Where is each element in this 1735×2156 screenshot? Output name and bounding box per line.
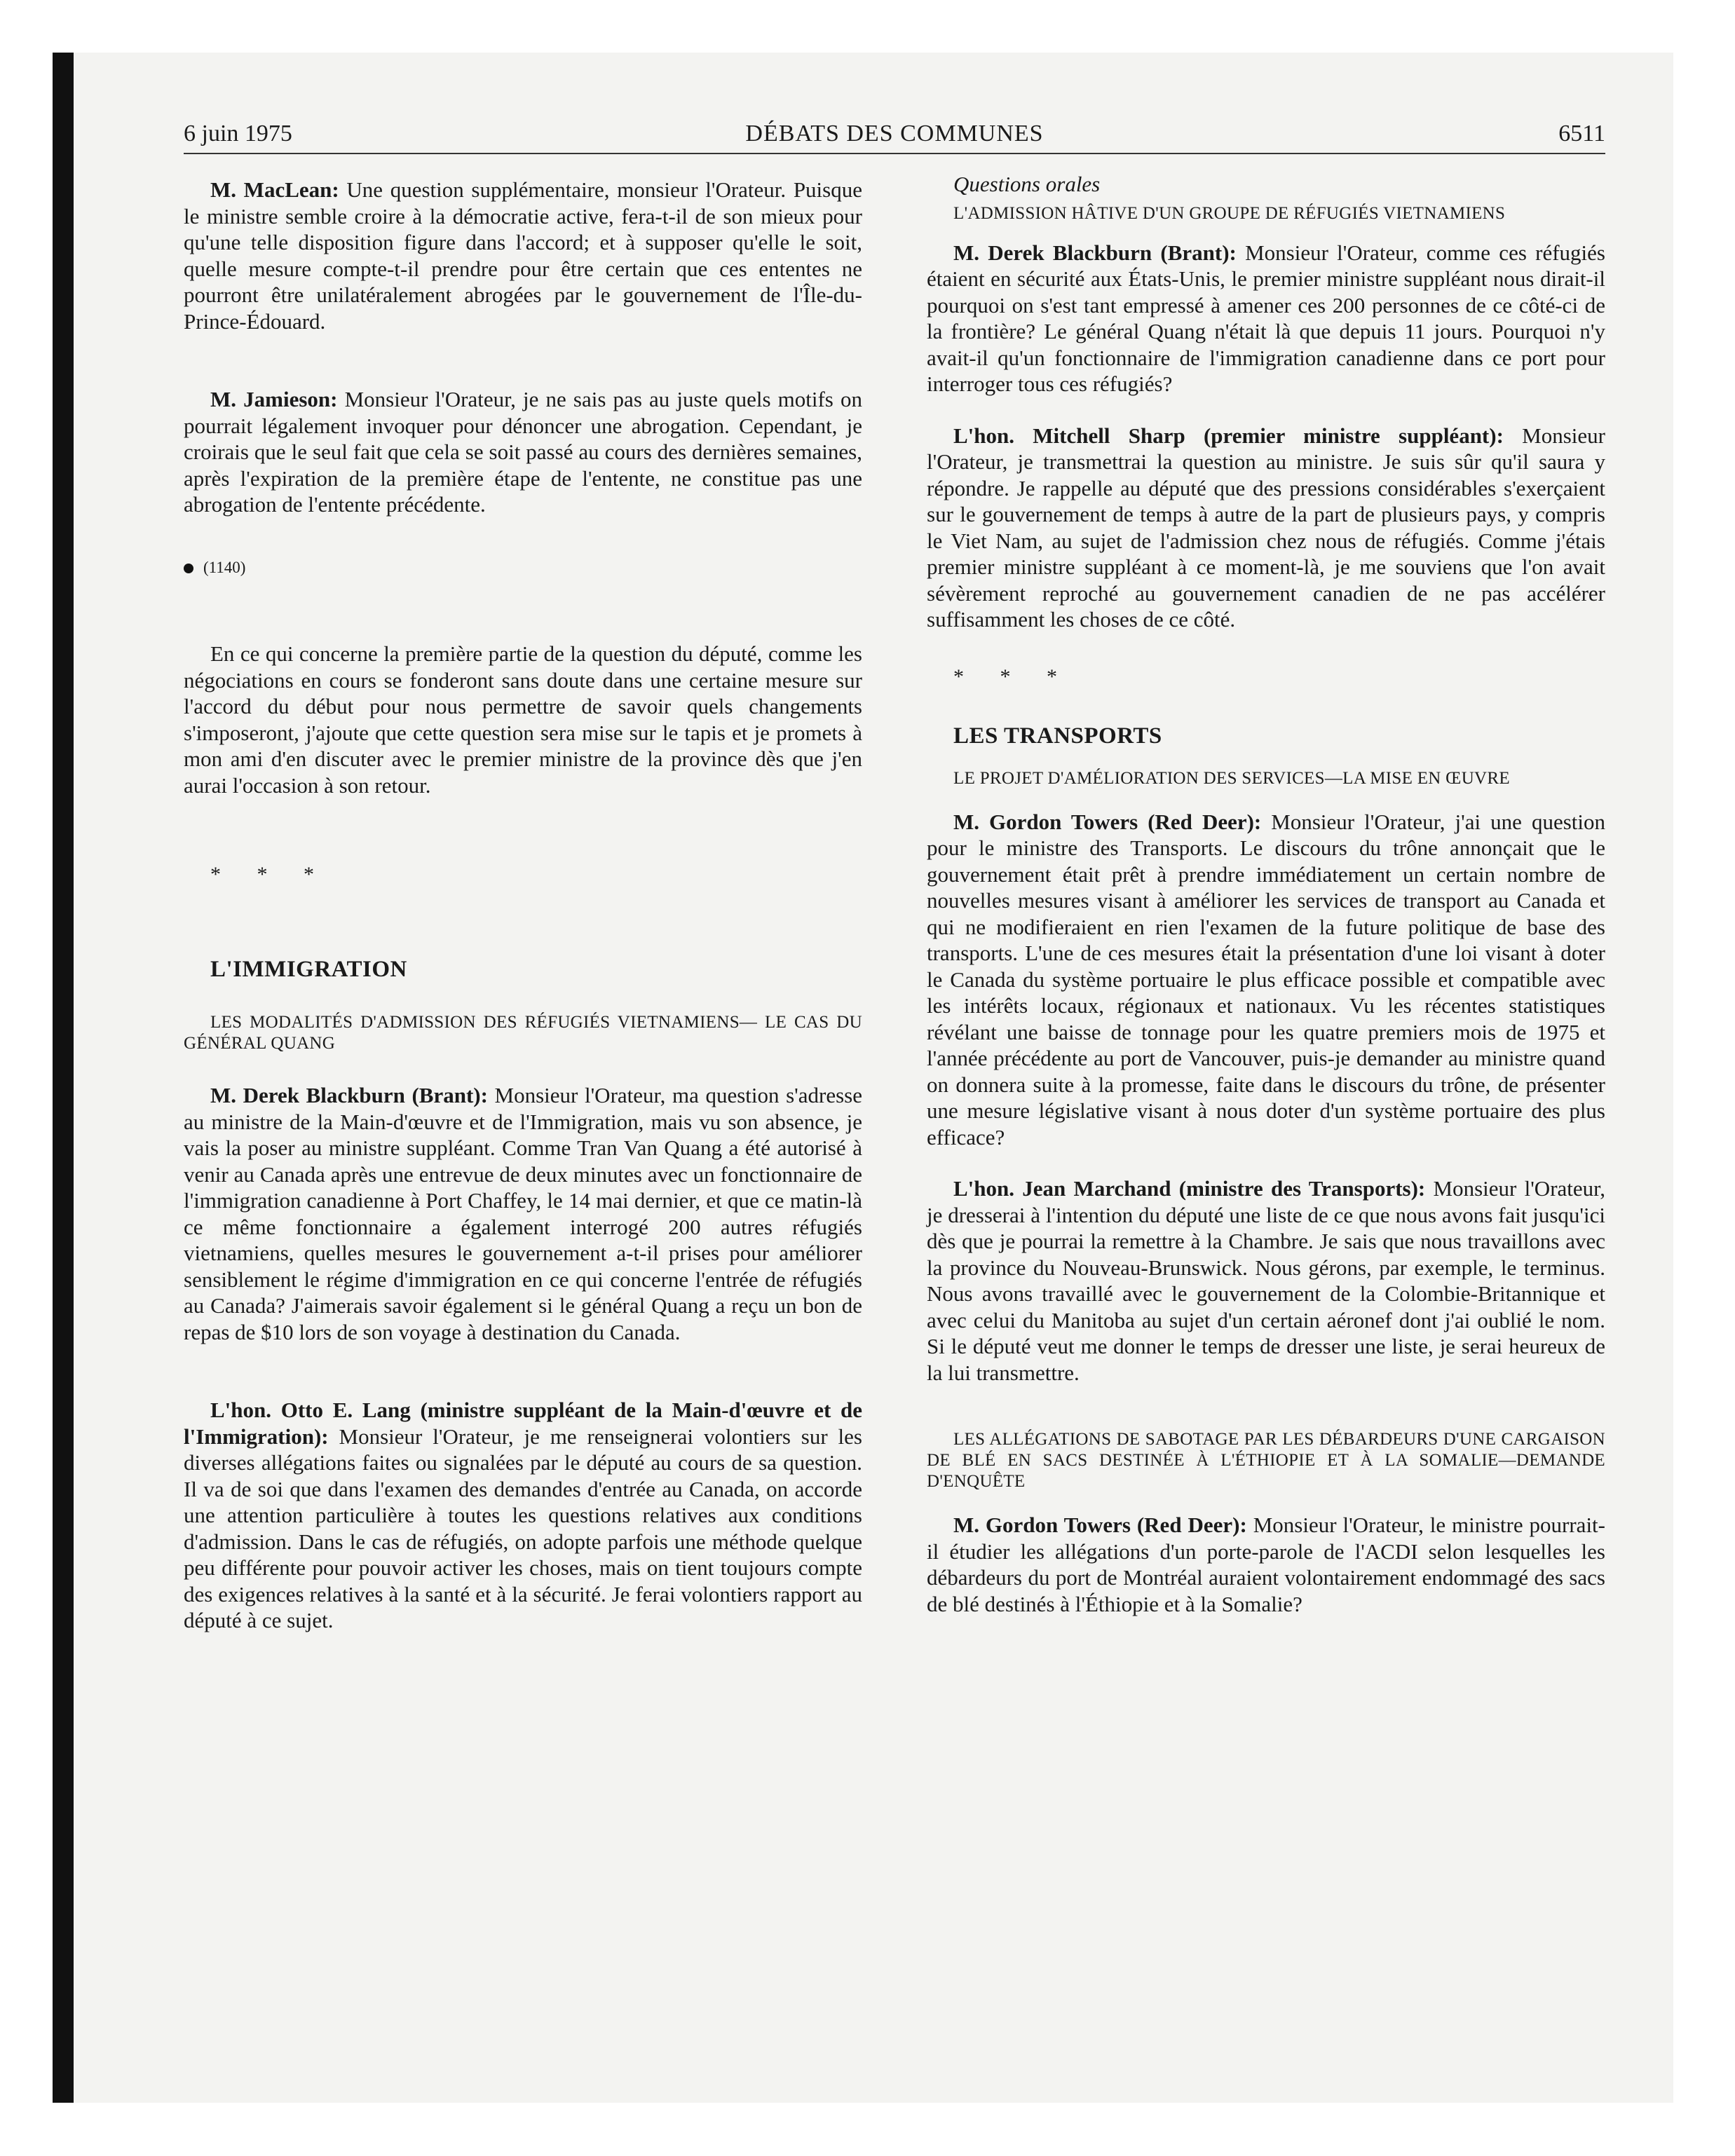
section-title-immigration: L'IMMIGRATION (210, 956, 407, 982)
time-marker (184, 554, 862, 581)
speech-text: Monsieur l'Orateur, je me renseignerai volontiers sur les diverses allégations faites ou signalées par le député au cours de sa question. Il va de soi que dans l'examen des demandes d'entrée au Canada, on accorde une attention particulière à toutes les questions relatives aux conditions d'admission. Dans le cas de réfugiés, on adopte parfois une méthode quelque peu différente pour pouvoir activer les choses, mais on tient toujours compte des exigences relatives à la santé et à la sécurité. Je ferai volontiers rapport au député à ce sujet. (184, 1424, 862, 1632)
paragraph-sharp (927, 423, 1605, 633)
speaker-name: M. Gordon Towers (Red Deer): (953, 809, 1262, 834)
speech-text: Monsieur l'Orateur, j'ai une question pour le ministre des Transports. Le discours du trône annonçait que le gouvernement était prêt à prendre immédiatement un certain nombre de nouvelles mesures visant à améliorer les services de transport au Canada et qui ne modifieraient en rien l'examen de la future politique de base des transports. L'une de ces mesures était la présentation d'une loi visant à doter le Canada du système portuaire le plus efficace possible et compatible avec les intérêts locaux, régionaux et nationaux. Vu les récentes statistiques révélant une baisse de tonnage pour les quatre premiers mois de 1975 et l'année précédente au port de Vancouver, puis-je demander au ministre quand on donnera suite à la promesse, faite dans le discours du trône, de présenter une mesure législative visant à nous doter d'un système portuaire des plus efficace? (927, 809, 1605, 1149)
book-spine-shadow (53, 53, 74, 2103)
speech-text: Monsieur l'Orateur, comme ces réfugiés étaient en sécurité aux États-Unis, le premier ministre suppléant nous dirait-il pourquoi on s'est tant empressé à amener ces 200 personnes de ce côté-ci de la frontière? Le général Quang n'était là que depuis 11 jours. Pourquoi n'y avait-il qu'un fonctionnaire de l'immigration canadienne dans ce port pour interroger tous ces réfugiés? (927, 240, 1605, 396)
header-date: 6 juin 1975 (184, 121, 292, 146)
section-subtitle-questions-orales: Questions orales (953, 172, 1101, 196)
bullet-icon (184, 564, 193, 573)
speaker-name: M. Jamieson: (210, 387, 338, 411)
paragraph-blackburn-2 (927, 240, 1605, 397)
speech-text: Une question supplémentaire, monsieur l'Orateur. Puisque le ministre semble croire à la démocratie active, fera-t-il de son mieux pour qu'une telle disposition figure dans l'accord; et à supposer qu'elle le soit, quelle mesure compte-t-il prendre pour être certain que ces ententes ne pourront être unilatéralement abrogées par le gouvernement de l'Île-du-Prince-Édouard. (184, 177, 862, 334)
speaker-name: M. Gordon Towers (Red Deer): (953, 1513, 1247, 1537)
speaker-name: L'hon. Otto E. Lang (ministre suppléant de la Main-d'œuvre et de l'Immigration): (184, 1398, 862, 1449)
right-column (927, 172, 1605, 1617)
subhead-admission-hative: L'ADMISSION HÂTIVE D'UN GROUPE DE RÉFUGIÉS VIETNAMIENS (953, 203, 1506, 223)
subhead-allegations-sabotage: LES ALLÉGATIONS DE SABOTAGE PAR LES DÉBARDEURS D'UNE CARGAISON DE BLÉ EN SACS DESTINÉE À L'ÉTHIOPIE ET À LA SOMALIE—DEMANDE D'ENQUÊTE (927, 1430, 1605, 1491)
section-separator-stars: * * * (210, 863, 329, 886)
paragraph-maclean (184, 177, 862, 334)
speaker-name: M. Derek Blackburn (Brant): (210, 1083, 488, 1107)
speaker-name: M. Derek Blackburn (Brant): (953, 240, 1237, 265)
subhead-amelioration-services: LE PROJET D'AMÉLIORATION DES SERVICES—LA MISE EN ŒUVRE (953, 768, 1510, 788)
speech-text: Monsieur l'Orateur, je transmettrai la question au ministre. Je suis sûr qu'il saura y répondre. Je rappelle au député que des pressions considérables s'exerçaient sur le gouvernement de temps à autre de la part de plusieurs pays, y compris le Viet Nam, au sujet de l'admission chez nous de réfugiés. Comme j'étais premier ministre suppléant à ce moment-là, je me souviens que l'on avait sévèrement reproché au gouvernement canadien de ne pas accélérer suffisamment les choses de ce côté. (927, 423, 1605, 632)
speech-text: Monsieur l'Orateur, je dresserai à l'intention du député une liste de ce que nous avons fait jusqu'ici dès que je pourrai la remettre à la Chambre. Je sais que nous travaillons avec la province du Nouveau-Brunswick. Nous gérons, par exemple, le terminus. Nous avons travaillé avec le gouvernement de la Colombie-Britannique et avec celui du Manitoba au sujet d'un certain aéronef dont j'ai oublié le nom. Si le député veut me donner le temps de dresser une liste, je serai heureux de la lui transmettre. (927, 1176, 1605, 1385)
paragraph-jamieson-continued: En ce qui concerne la première partie de la question du député, comme les négociations en cours se fonderont sans doute dans une certaine mesure sur l'accord du début pour nous permettre de savoir quels changements s'imposeront, j'ajoute que cette question sera mise sur le tapis et je promets à mon ami d'en discuter avec le premier ministre de la province dès que j'en aurai l'occasion à son retour. (184, 641, 862, 798)
running-header (184, 121, 1605, 154)
paragraph-jamieson (184, 386, 862, 518)
left-column (184, 177, 862, 1634)
paragraph-towers (927, 809, 1605, 1151)
speaker-name: M. MacLean: (210, 177, 339, 202)
paragraph-marchand (927, 1175, 1605, 1386)
document-page (184, 121, 1605, 2034)
paragraph-towers-2 (927, 1512, 1605, 1617)
paragraph-blackburn (184, 1082, 862, 1345)
time-marker-text: (1140) (203, 558, 246, 576)
section-title-transports: LES TRANSPORTS (953, 723, 1162, 749)
subhead-refugies-vietnamiens: LES MODALITÉS D'ADMISSION DES RÉFUGIÉS VIETNAMIENS— LE CAS DU GÉNÉRAL QUANG (184, 1013, 862, 1053)
header-page-number: 6511 (1558, 121, 1605, 146)
speaker-name: L'hon. Jean Marchand (ministre des Transports): (953, 1176, 1426, 1201)
speech-text: Monsieur l'Orateur, ma question s'adresse au ministre de la Main-d'œuvre et de l'Immigration, mais vu son absence, je vais la poser au ministre suppléant. Comme Tran Van Quang a été autorisé à venir au Canada après une entrevue de deux minutes avec un fonctionnaire de l'immigration canadienne à Port Chaffey, le 14 mai dernier, et que ce matin-là ce même fonctionnaire a également interrogé 200 autres réfugiés vietnamiens, quelles mesures le gouvernement a-t-il prises pour améliorer sensiblement le régime d'immigration en ce qui concerne l'entrée de réfugiés au Canada? J'aimerais savoir également si le général Quang a reçu un bon de repas de $10 lors de son voyage à destination du Canada. (184, 1083, 862, 1344)
speech-text: Monsieur l'Orateur, le ministre pourrait-il étudier les allégations d'un porte-parole de l'ACDI selon lesquelles les débardeurs du port de Montréal auraient volontairement endommagé des sacs de blé destinés à l'Éthiopie et à la Somalie? (927, 1513, 1605, 1616)
speech-text: Monsieur l'Orateur, je ne sais pas au juste quels motifs on pourrait légalement invoquer pour dénoncer une abrogation. Cependant, je croirais que le seul fait que cela se soit passé au cours des dernières semaines, après l'expiration de la première étape de l'entente, ne constitue pas une abrogation de l'entente précédente. (184, 387, 862, 517)
header-title: DÉBATS DES COMMUNES (745, 121, 1044, 146)
paragraph-lang (184, 1397, 862, 1634)
section-separator-stars: * * * (953, 664, 1073, 688)
speaker-name: L'hon. Mitchell Sharp (premier ministre suppléant): (953, 423, 1504, 448)
